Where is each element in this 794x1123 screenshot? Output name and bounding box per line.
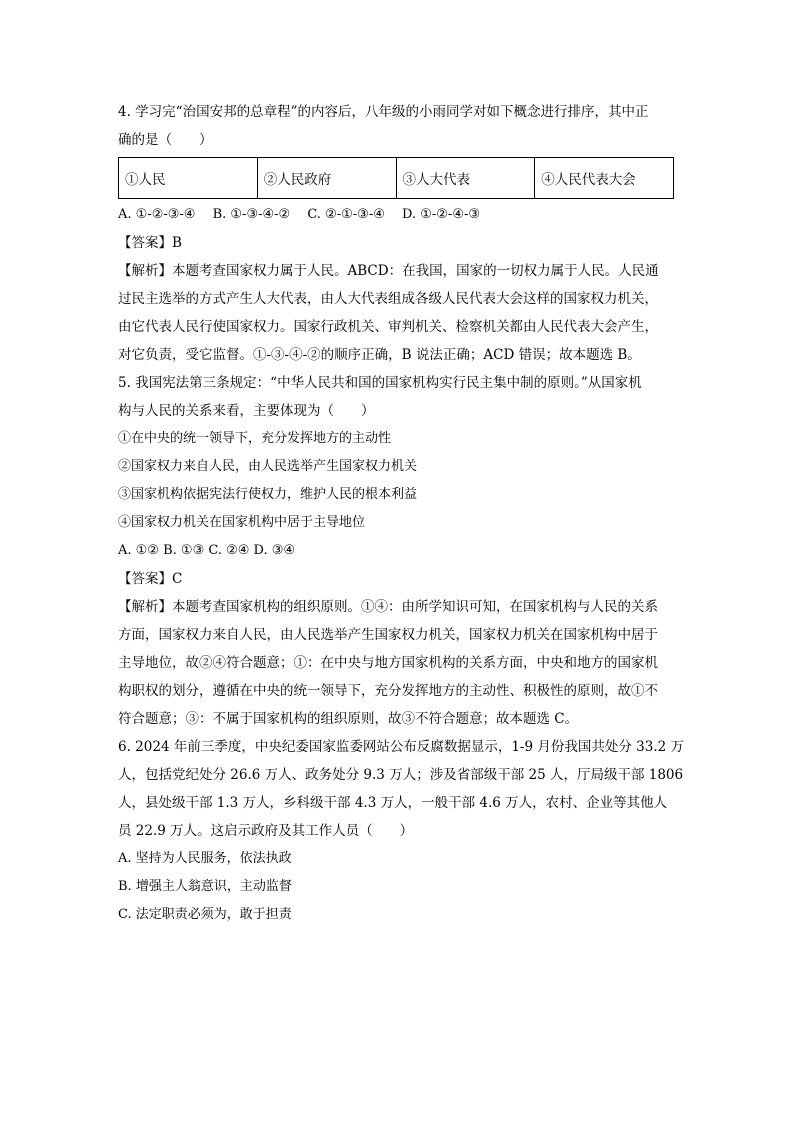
q4-stem-line-1: 4. 学习完“治国安邦的总章程”的内容后，八年级的小雨同学对如下概念进行排序，其中正 [118, 104, 649, 120]
q5-analysis-line-3: 主导地位，故②④符合题意；①：在中央与地方国家机构的关系方面，中央和地方的国家机 [118, 655, 658, 671]
q5-statement-2: ②国家权力来自人民，由人民选举产生国家权力机关 [118, 459, 418, 474]
q4-analysis-line-2: 过民主选举的方式产生人大代表，由人大代表组成各级人民代表大会这样的国家权力机关， [118, 291, 658, 307]
q4-options: A. ①-②-③-④ B. ①-③-④-② C. ②-①-③-④ D. ①-②-④-③ [118, 207, 481, 222]
q5-analysis-line-4: 构职权的划分，遵循在中央的统一领导下，充分发挥地方的主动性、积极性的原则，故①不 [118, 683, 658, 699]
table-cell-4: ④人民代表大会 [535, 158, 674, 199]
q5-analysis-line-2: 方面，国家权力来自人民，由人民选举产生国家权力机关，国家权力机关在国家机构中居于 [118, 627, 658, 643]
q5-analysis-line-1: 【解析】本题考查国家机构的组织原则。①④：由所学知识可知，在国家机构与人民的关系 [118, 599, 658, 615]
q5-statement-1: ①在中央的统一领导下，充分发挥地方的主动性 [118, 431, 392, 446]
q4-analysis-line-4: 对它负责，受它监督。①-③-④-②的顺序正确，B 说法正确；ACD 错误；故本题选 B。 [118, 347, 641, 363]
q5-stem-line-2: 构与人民的关系来看，主要体现为（ ） [118, 403, 375, 419]
q6-option-c: C. 法定职责必须为，敢于担责 [118, 907, 292, 922]
q6-stem-line-4: 员 22.9 万人。这启示政府及其工作人员（ ） [118, 823, 414, 839]
table-cell-3: ③人大代表 [396, 158, 535, 199]
q5-statement-4: ④国家权力机关在国家机构中居于主导地位 [118, 515, 366, 530]
q4-stem-line-2: 确的是（ ） [118, 132, 213, 148]
q4-concept-table [118, 157, 674, 199]
q5-analysis-line-5: 符合题意；③：不属于国家机构的组织原则，故③不符合题意；故本题选 C。 [118, 711, 579, 727]
q5-statement-3: ③国家机构依据宪法行使权力，维护人民的根本利益 [118, 487, 418, 502]
table-row [119, 158, 674, 199]
table-cell-1: ①人民 [119, 158, 258, 199]
q4-analysis-line-1: 【解析】本题考查国家权力属于人民。ABCD：在我国，国家的一切权力属于人民。人民通 [118, 263, 659, 279]
q5-options: A. ①② B. ①③ C. ②④ D. ③④ [118, 543, 296, 558]
document-page [118, 98, 684, 929]
q4-analysis-line-3: 由它代表人民行使国家权力。国家行政机关、审判机关、检察机关都由人民代表大会产生， [118, 319, 658, 335]
q6-stem-line-3: 人，县处级干部 1.3 万人，乡科级干部 4.3 万人，一般干部 4.6 万人，农村、企业等其他人 [118, 795, 668, 811]
q6-option-b: B. 增强主人翁意识，主动监督 [118, 879, 292, 894]
q6-stem-line-1: 6. 2024 年前三季度，中央纪委国家监委网站公布反腐数据显示，1-9 月份我国共处分 33.2 万 [118, 739, 684, 755]
q4-answer: 【答案】B [118, 235, 182, 251]
table-cell-2: ②人民政府 [257, 158, 396, 199]
q6-stem-line-2: 人，包括党纪处分 26.6 万人、政务处分 9.3 万人；涉及省部级干部 25 人，厅局级干部 1806 [118, 767, 684, 783]
q6-option-a: A. 坚持为人民服务，依法执政 [118, 851, 292, 866]
q5-stem-line-1: 5. 我国宪法第三条规定：“中华人民共和国的国家机构实行民主集中制的原则。”从国家机 [118, 375, 642, 391]
q5-answer: 【答案】C [118, 571, 183, 587]
